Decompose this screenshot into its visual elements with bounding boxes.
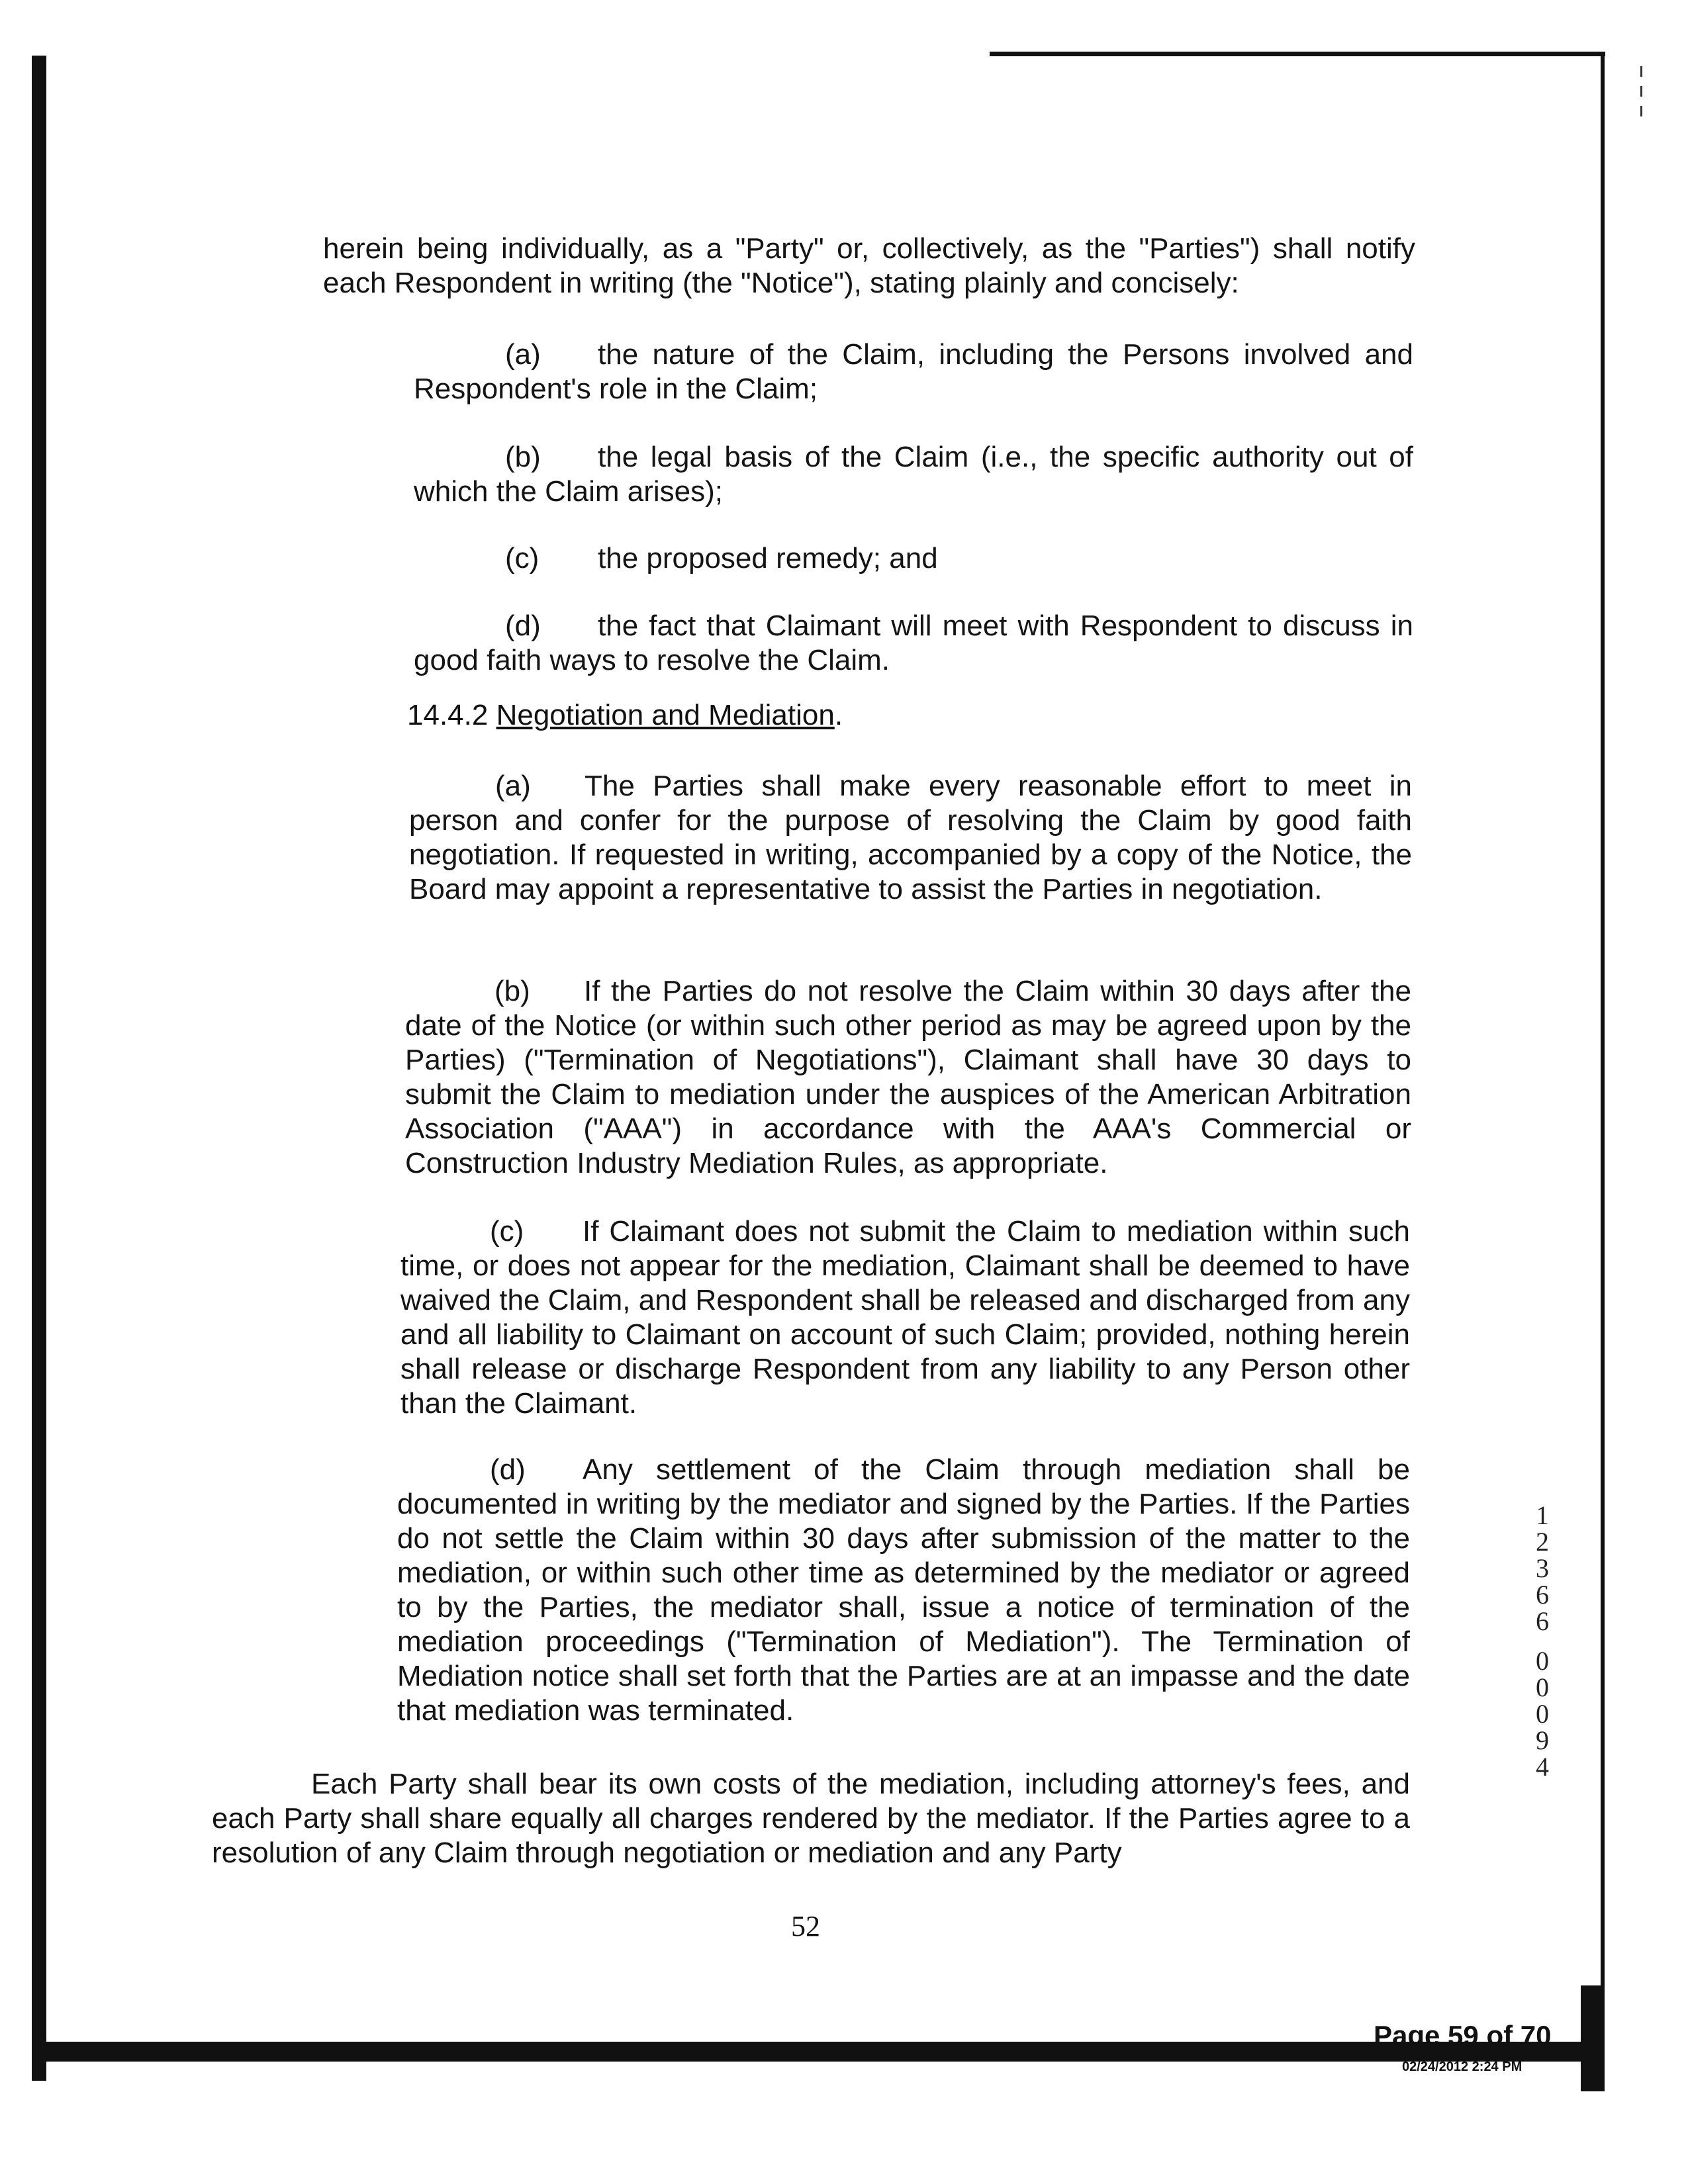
item-label: (d) [490,1453,526,1486]
item-text: The Parties shall make every reasonable effort to meet in person and confer for the purpose of resolving the Claim by good faith negotiation. If requested in writing, accompanied by a copy of the Notice, the Board may appoint a representative to assist the Parties in negotiation. [409,770,1412,905]
stamp-digit: 1 [1536,1500,1549,1530]
side-stamp [1529,1502,1556,1780]
item-text: If the Parties do not resolve the Claim within 30 days after the date of the Notice (or within such other period as may be agreed upon by the Parties) ("Termination of Negotiations"), Claimant shall have 30 days to submit the Claim to mediation under the auspices of the American Arbitration Association ("AAA") in accordance with the AAA's Commercial or Construction Industry Mediation Rules, as appropriate. [405,975,1411,1179]
page-number: 52 [791,1910,820,1942]
intro-paragraph: herein being individually, as a "Party" or, collectively, as the "Parties") shall notify each Respondent in writing (the "Notice"), stating plainly and concisely: [323,232,1415,299]
mediation-item-d [397,1453,1410,1728]
item-text: the fact that Claimant will meet with Respondent to discuss in good faith ways to resolve the Claim. [414,610,1413,676]
notice-item-a [414,338,1413,406]
item-text: the proposed remedy; and [598,542,938,574]
scan-speck [1640,66,1642,77]
section-heading [407,698,843,733]
stamp-digit: 3 [1536,1553,1549,1583]
item-text: If Claimant does not submit the Claim to mediation within such time, or does not appear for the mediation, Claimant shall be deemed to have waived the Claim, and Respondent shall be released and discharged from any and all liability to Claimant on account of such Claim; provided, nothing herein shall release or discharge Respondent from any liability to any Person other than the Claimant. [400,1215,1410,1420]
scan-rule-right [1601,52,1605,2037]
scan-rule-top [990,52,1605,56]
stamp-digit: 0 [1536,1672,1549,1702]
scan-border-right [1581,1985,1605,2091]
mediation-item-b [405,974,1411,1181]
item-label: (a) [495,770,531,802]
section-title-suffix: . [834,699,843,731]
closing-paragraph: Each Party shall bear its own costs of the mediation, including attorney's fees, and each Party shall share equally all charges rendered by the mediator. If the Parties agree to a resolution of any Claim through negotiation or mediation and any Party [212,1768,1410,1869]
notice-item-b [414,440,1413,509]
scan-border-bottom [40,2042,1602,2062]
section-title: Negotiation and Mediation [496,699,835,731]
item-label: (b) [494,975,530,1007]
timestamp: 02/24/2012 2:24 PM [1402,2060,1523,2074]
item-text: the legal basis of the Claim (i.e., the specific authority out of which the Claim arises); [414,441,1413,508]
stamp-digit: 0 [1536,1699,1549,1729]
section-number: 14.4.2 [407,699,489,731]
item-label: (a) [505,338,541,371]
item-label: (b) [505,441,541,473]
stamp-digit: 6 [1536,1580,1549,1610]
item-label: (c) [505,542,539,574]
notice-item-d [414,609,1413,678]
stamp-digit: 4 [1536,1752,1549,1782]
scan-border-left [32,56,46,2081]
scan-speck [1640,86,1642,97]
notice-item-c [414,541,1413,576]
item-text: the nature of the Claim, including the Persons involved and Respondent's role in the Claim; [414,338,1413,405]
stamp-digit: 6 [1536,1606,1549,1636]
stamp-digit: 9 [1536,1725,1549,1755]
stamp-digit: 2 [1536,1527,1549,1557]
mediation-item-a [409,769,1412,907]
item-label: (c) [490,1215,524,1248]
scan-speck [1640,106,1642,116]
mediation-item-c [400,1214,1410,1421]
stamp-digit: 0 [1536,1646,1549,1676]
page-of-label: Page 59 of 70 [1374,2020,1552,2051]
item-text: Any settlement of the Claim through mediation shall be documented in writing by the mediator and signed by the Parties. If the Parties do not settle the Claim within 30 days after submission of the matter to the mediation, or within such other time as determined by the mediator or agreed to by the Parties, the mediator shall, issue a notice of termination of the mediation proceedings ("Termination of Mediation"). The Termination of Mediation notice shall set forth that the Parties are at an impasse and the date that mediation was terminated. [397,1453,1410,1727]
item-label: (d) [505,610,541,642]
